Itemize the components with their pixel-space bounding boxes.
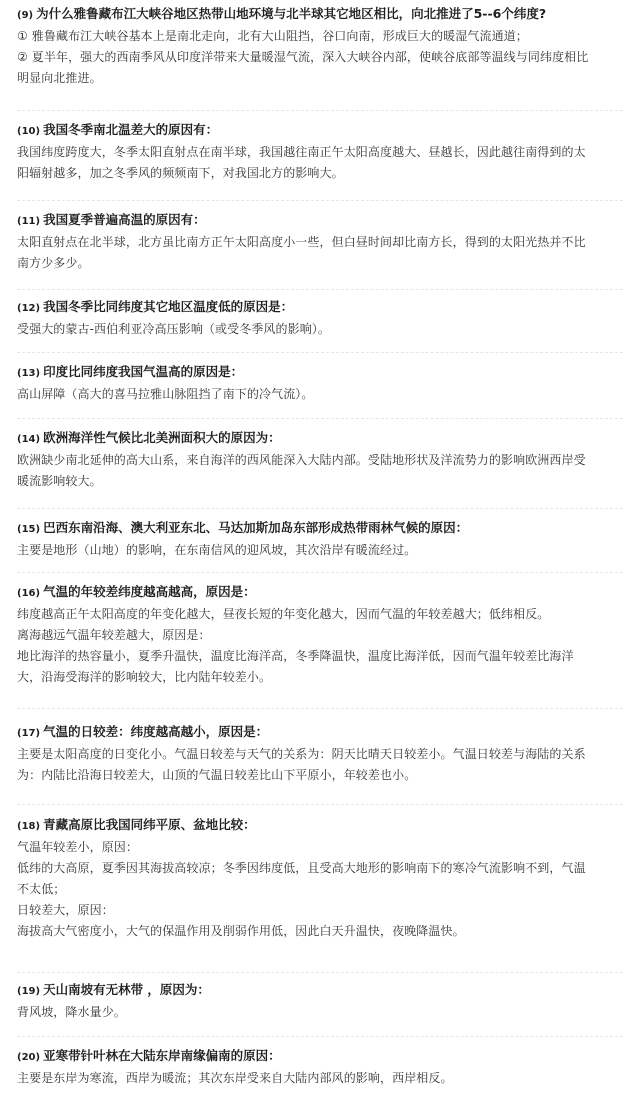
section-divider: [17, 508, 623, 509]
section-title: 我国夏季普遍高温的原因有：: [43, 212, 206, 227]
section-title: 气温的日较差：纬度越高越小，原因是：: [43, 724, 269, 739]
section-number: (11): [17, 216, 41, 227]
section-divider: [17, 972, 623, 973]
text-line: 为：内陆比沿海日较差大，山顶的气温日较差比山下平原小，年较差也小。: [17, 768, 417, 782]
section-number: (14): [17, 434, 41, 445]
text-line: 明显向北推进。: [17, 71, 102, 85]
section-heading: [17, 428, 623, 450]
section-title: 为什么雅鲁藏布江大峡谷地区热带山地环境与北半球其它地区相比，向北推进了5--6个纬度?: [36, 6, 547, 21]
section-title: 我国冬季南北温差大的原因有：: [43, 122, 219, 137]
section-number: (15): [17, 524, 41, 535]
section-13: [17, 362, 623, 405]
text-line: 高山屏障（高大的喜马拉雅山脉阻挡了南下的冷气流）。: [17, 387, 314, 401]
section-divider: [17, 708, 623, 709]
section-heading: [17, 980, 623, 1002]
section-title: 我国冬季比同纬度其它地区温度低的原因是：: [43, 299, 294, 314]
section-heading: [17, 582, 623, 604]
text-line: 阳辐射越多，加之冬季风的频频南下，对我国北方的影响大。: [17, 166, 344, 180]
section-title: 巴西东南沿海、澳大利亚东北、马达加斯加岛东部形成热带雨林气候的原因：: [43, 520, 469, 535]
section-divider: [17, 572, 623, 573]
text-line: 暖流影响较大。: [17, 474, 102, 488]
text-line: 太阳直射点在北半球，北方虽比南方正午太阳高度小一些，但白昼时间却比南方长，得到的太阳光热并不比: [17, 235, 586, 249]
section-heading: [17, 362, 623, 384]
text-line: 主要是东岸为寒流，西岸为暖流；其次东岸受来自大陆内部风的影响，西岸相反。: [17, 1071, 453, 1085]
section-number: (12): [17, 303, 41, 314]
section-heading: [17, 722, 623, 744]
text-line: 日较差大，原因：: [17, 903, 114, 917]
section-title: 欧洲海洋性气候比北美洲面积大的原因为：: [43, 430, 281, 445]
section-heading: [17, 210, 623, 232]
section-divider: [17, 110, 623, 111]
text-line: ① 雅鲁藏布江大峡谷基本上是南北走向，北有大山阻挡，谷口向南，形成巨大的暖湿气流通道；: [17, 29, 528, 43]
section-11: [17, 210, 623, 274]
section-19: [17, 980, 623, 1023]
section-divider: [17, 200, 623, 201]
section-16: [17, 582, 623, 688]
section-heading: [17, 4, 623, 26]
text-line: 离海越远气温年较差越大，原因是：: [17, 628, 211, 642]
section-title: 天山南坡有无林带 ，原因为：: [43, 982, 210, 997]
section-number: (17): [17, 728, 41, 739]
text-line: 主要是地形（山地）的影响，在东南信风的迎风坡，其次沿岸有暖流经过。: [17, 543, 417, 557]
text-line: 我国纬度跨度大，冬季太阳直射点在南半球，我国越往南正午太阳高度越大、昼越长，因此越往南得到的太: [17, 145, 586, 159]
section-title: 亚寒带针叶林在大陆东岸南缘偏南的原因：: [43, 1048, 281, 1063]
section-10: [17, 120, 623, 184]
section-number: (19): [17, 986, 41, 997]
section-heading: [17, 120, 623, 142]
text-line: 不太低；: [17, 882, 66, 896]
section-number: (10): [17, 126, 41, 137]
section-title: 青藏高原比我国同纬平原、盆地比较：: [43, 817, 256, 832]
section-17: [17, 722, 623, 786]
section-12: [17, 297, 623, 340]
section-number: (9): [17, 10, 34, 21]
text-line: 主要是太阳高度的日变化小。气温日较差与天气的关系为：阴天比晴天日较差小。气温日较差与海陆的关系: [17, 747, 586, 761]
text-line: 海拔高大气密度小，大气的保温作用及削弱作用低，因此白天升温快，夜晚降温快。: [17, 924, 465, 938]
section-14: [17, 428, 623, 492]
section-number: (16): [17, 588, 41, 599]
section-number: (13): [17, 368, 41, 379]
section-heading: [17, 297, 623, 319]
section-divider: [17, 418, 623, 419]
text-line: 大，沿海受海洋的影响较大，比内陆年较差小。: [17, 670, 272, 684]
section-title: 气温的年较差纬度越高越高，原因是：: [43, 584, 256, 599]
section-18: [17, 815, 623, 942]
section-number: (18): [17, 821, 41, 832]
section-heading: [17, 815, 623, 837]
section-title: 印度比同纬度我国气温高的原因是：: [43, 364, 244, 379]
section-divider: [17, 1036, 623, 1037]
section-20: [17, 1046, 623, 1089]
section-9: [17, 4, 623, 89]
section-divider: [17, 804, 623, 805]
text-line: 纬度越高正午太阳高度的年变化越大，昼夜长短的年变化越大，因而气温的年较差越大；低纬相反。: [17, 607, 550, 621]
text-line: 受强大的蒙古-西伯利亚冷高压影响（或受冬季风的影响）。: [17, 322, 331, 336]
section-number: (20): [17, 1052, 41, 1063]
section-heading: [17, 1046, 623, 1068]
text-line: 欧洲缺少南北延伸的高大山系，来自海洋的西风能深入大陆内部。受陆地形状及洋流势力的影响欧洲西岸受: [17, 453, 586, 467]
text-line: 南方少多少。: [17, 256, 90, 270]
text-line: 气温年较差小，原因：: [17, 840, 139, 854]
text-line: 地比海洋的热容量小，夏季升温快，温度比海洋高，冬季降温快，温度比海洋低，因而气温年较差比海洋: [17, 649, 574, 663]
text-line: 低纬的大高原，夏季因其海拔高较凉；冬季因纬度低，且受高大地形的影响南下的寒冷气流影响不到，气温: [17, 861, 586, 875]
section-divider: [17, 289, 623, 290]
section-heading: [17, 518, 623, 540]
section-15: [17, 518, 623, 561]
text-line: ② 夏半年，强大的西南季风从印度洋带来大量暖湿气流，深入大峡谷内部，使峡谷底部等温线与同纬度相比: [17, 50, 589, 64]
text-line: 背风坡，降水量少。: [17, 1005, 126, 1019]
section-divider: [17, 352, 623, 353]
